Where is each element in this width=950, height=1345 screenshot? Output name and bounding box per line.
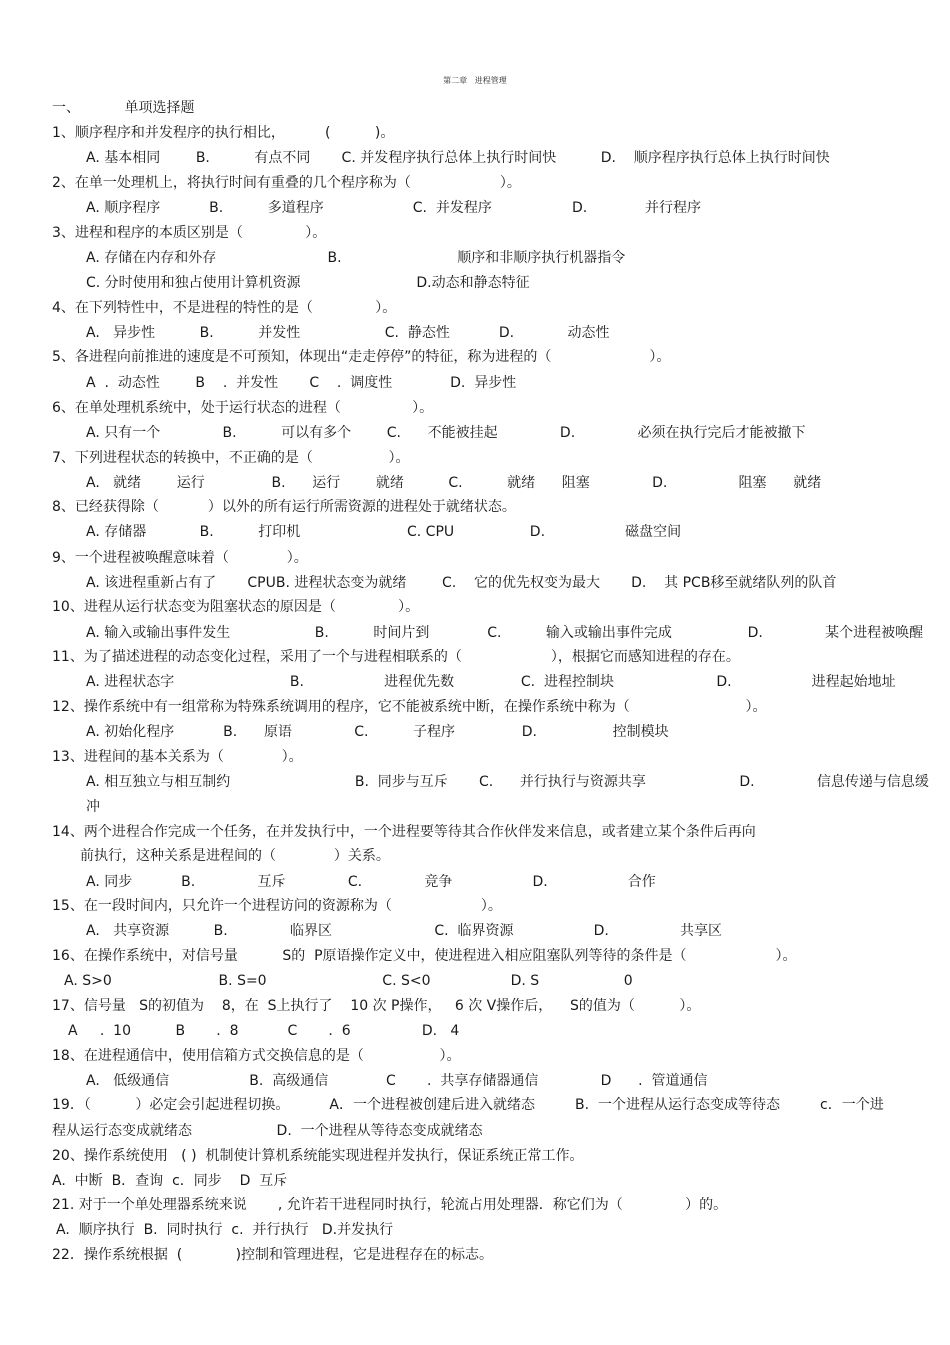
- question-9: 9、一个进程被唤醒意味着（ ）。: [52, 550, 308, 566]
- question-19: 19．（ ）必定会引起进程切换。 A．一个进程被创建后进入就绪态 B. 一个进程从运行态变成等待态 c．一个进: [52, 1097, 884, 1113]
- options-16: A. S>0 B. S=0 C. S<0 D. S 0: [64, 973, 633, 989]
- options-1: A. 基本相同 B. 有点不同 C. 并发程序执行总体上执行时间快 D. 顺序程序执行总体上执行时间快: [86, 150, 830, 166]
- question-7: 7、下列进程状态的转换中，不正确的是（ ）。: [52, 450, 410, 466]
- question-20: 20、操作系统使用 ( ) 机制使计算机系统能实现进程并发执行，保证系统正常工作。: [52, 1148, 584, 1164]
- question-2: 2、在单一处理机上，将执行时间有重叠的几个程序称为（ ）。: [52, 175, 521, 191]
- options-13: A. 相互独立与相互制约 B. 同步与互斥 C. 并行执行与资源共享 D. 信息传递与信息缓: [86, 774, 929, 790]
- question-14-cont: 前执行，这种关系是进程间的（ ）关系。: [80, 848, 390, 864]
- question-21: 21. 对于一个单处理器系统来说 , 允许若干进程同时执行，轮流占用处理器．称它们为（ ）的。: [52, 1197, 728, 1213]
- chapter-title: 第二章 进程管理: [443, 76, 507, 85]
- options-3a: A. 存储在内存和外存 B. 顺序和非顺序执行机器指令: [86, 250, 626, 266]
- question-16: 16、在操作系统中，对信号量 S的 P原语操作定义中，使进程进入相应阻塞队列等待的条件是（ ）。: [52, 948, 797, 964]
- options-2: A. 顺序程序 B. 多道程序 C. 并发程序 D. 并行程序: [86, 200, 702, 216]
- options-7: A. 就绪 运行 B. 运行 就绪 C. 就绪 阻塞 D. 阻塞 就绪: [86, 475, 822, 491]
- options-10: A. 输入或输出事件发生 B. 时间片到 C. 输入或输出事件完成 D. 某个进程被唤醒: [86, 625, 924, 641]
- options-15: A. 共享资源 B. 临界区 C. 临界资源 D. 共享区: [86, 923, 723, 939]
- options-4: A. 异步性 B. 并发性 C. 静态性 D. 动态性: [86, 325, 610, 341]
- section-heading: 一、 单项选择题: [52, 100, 195, 116]
- question-15: 15、在一段时间内，只允许一个进程访问的资源称为（ ）。: [52, 898, 502, 914]
- options-14: A. 同步 B. 互斥 C. 竞争 D. 合作: [86, 874, 656, 890]
- question-1: 1、顺序程序和并发程序的执行相比， ( )。: [52, 125, 395, 141]
- question-4: 4、在下列特性中，不是进程的特性的是（ ）。: [52, 300, 397, 316]
- question-19-cont: 程从运行态变成就绪态 D. 一个进程从等待态变成就绪态: [52, 1123, 483, 1139]
- question-5: 5、各进程向前推进的速度是不可预知，体现出“走走停停”的特征，称为进程的（ ）。: [52, 349, 671, 365]
- options-3b: C. 分时使用和独占使用计算机资源 D.动态和静态特征: [86, 275, 530, 291]
- options-8: A. 存储器 B. 打印机 C. CPU D. 磁盘空间: [86, 524, 682, 540]
- options-9: A. 该进程重新占有了 CPUB. 进程状态变为就绪 C. 它的优先权变为最大 D. 其 PCB移至就绪队列的队首: [86, 575, 837, 591]
- question-8: 8、已经获得除（ ）以外的所有运行所需资源的进程处于就绪状态。: [52, 499, 516, 515]
- question-10: 10、进程从运行状态变为阻塞状态的原因是（ ）。: [52, 599, 420, 615]
- options-20: A. 中断 B．查询 c．同步 D 互斥: [52, 1173, 288, 1189]
- question-13: 13、进程间的基本关系为（ ）。: [52, 749, 303, 765]
- question-12: 12、操作系统中有一组常称为特殊系统调用的程序，它不能被系统中断，在操作系统中称为（ ）。: [52, 699, 767, 715]
- options-17: A . 10 B . 8 C . 6 D. 4: [68, 1023, 460, 1039]
- question-14: 14、两个进程合作完成一个任务，在并发执行中，一个进程要等待其合作伙伴发来信息，或者建立某个条件后再向: [52, 824, 756, 840]
- question-17: 17、信号量 S的初值为 8，在 S上执行了 10 次 P操作， 6 次 V操作后， S的值为（ ）。: [52, 998, 701, 1014]
- options-11: A. 进程状态字 B. 进程优先数 C. 进程控制块 D. 进程起始地址: [86, 674, 896, 690]
- question-6: 6、在单处理机系统中，处于运行状态的进程（ ）。: [52, 400, 434, 416]
- options-5: A . 动态性 B . 并发性 C . 调度性 D. 异步性: [86, 375, 517, 391]
- question-22: 22．操作系统根据 ( )控制和管理进程，它是进程存在的标志。: [52, 1247, 494, 1263]
- question-18: 18、在进程通信中，使用信箱方式交换信息的是（ ）。: [52, 1048, 461, 1064]
- options-12: A. 初始化程序 B. 原语 C. 子程序 D. 控制模块: [86, 724, 669, 740]
- question-11: 11、为了描述进程的动态变化过程，采用了一个与进程相联系的（ ），根据它而感知进程的存在。: [52, 649, 740, 665]
- options-13-cont: 冲: [86, 799, 100, 815]
- options-6: A. 只有一个 B. 可以有多个 C. 不能被挂起 D. 必须在执行完后才能被撤下: [86, 425, 806, 441]
- options-21: A. 顺序执行 B. 同时执行 c. 并行执行 D.并发执行: [56, 1222, 394, 1238]
- options-18: A. 低级通信 B. 高级通信 C . 共享存储器通信 D . 管道通信: [86, 1073, 708, 1089]
- question-3: 3、进程和程序的本质区别是（ ）。: [52, 225, 327, 241]
